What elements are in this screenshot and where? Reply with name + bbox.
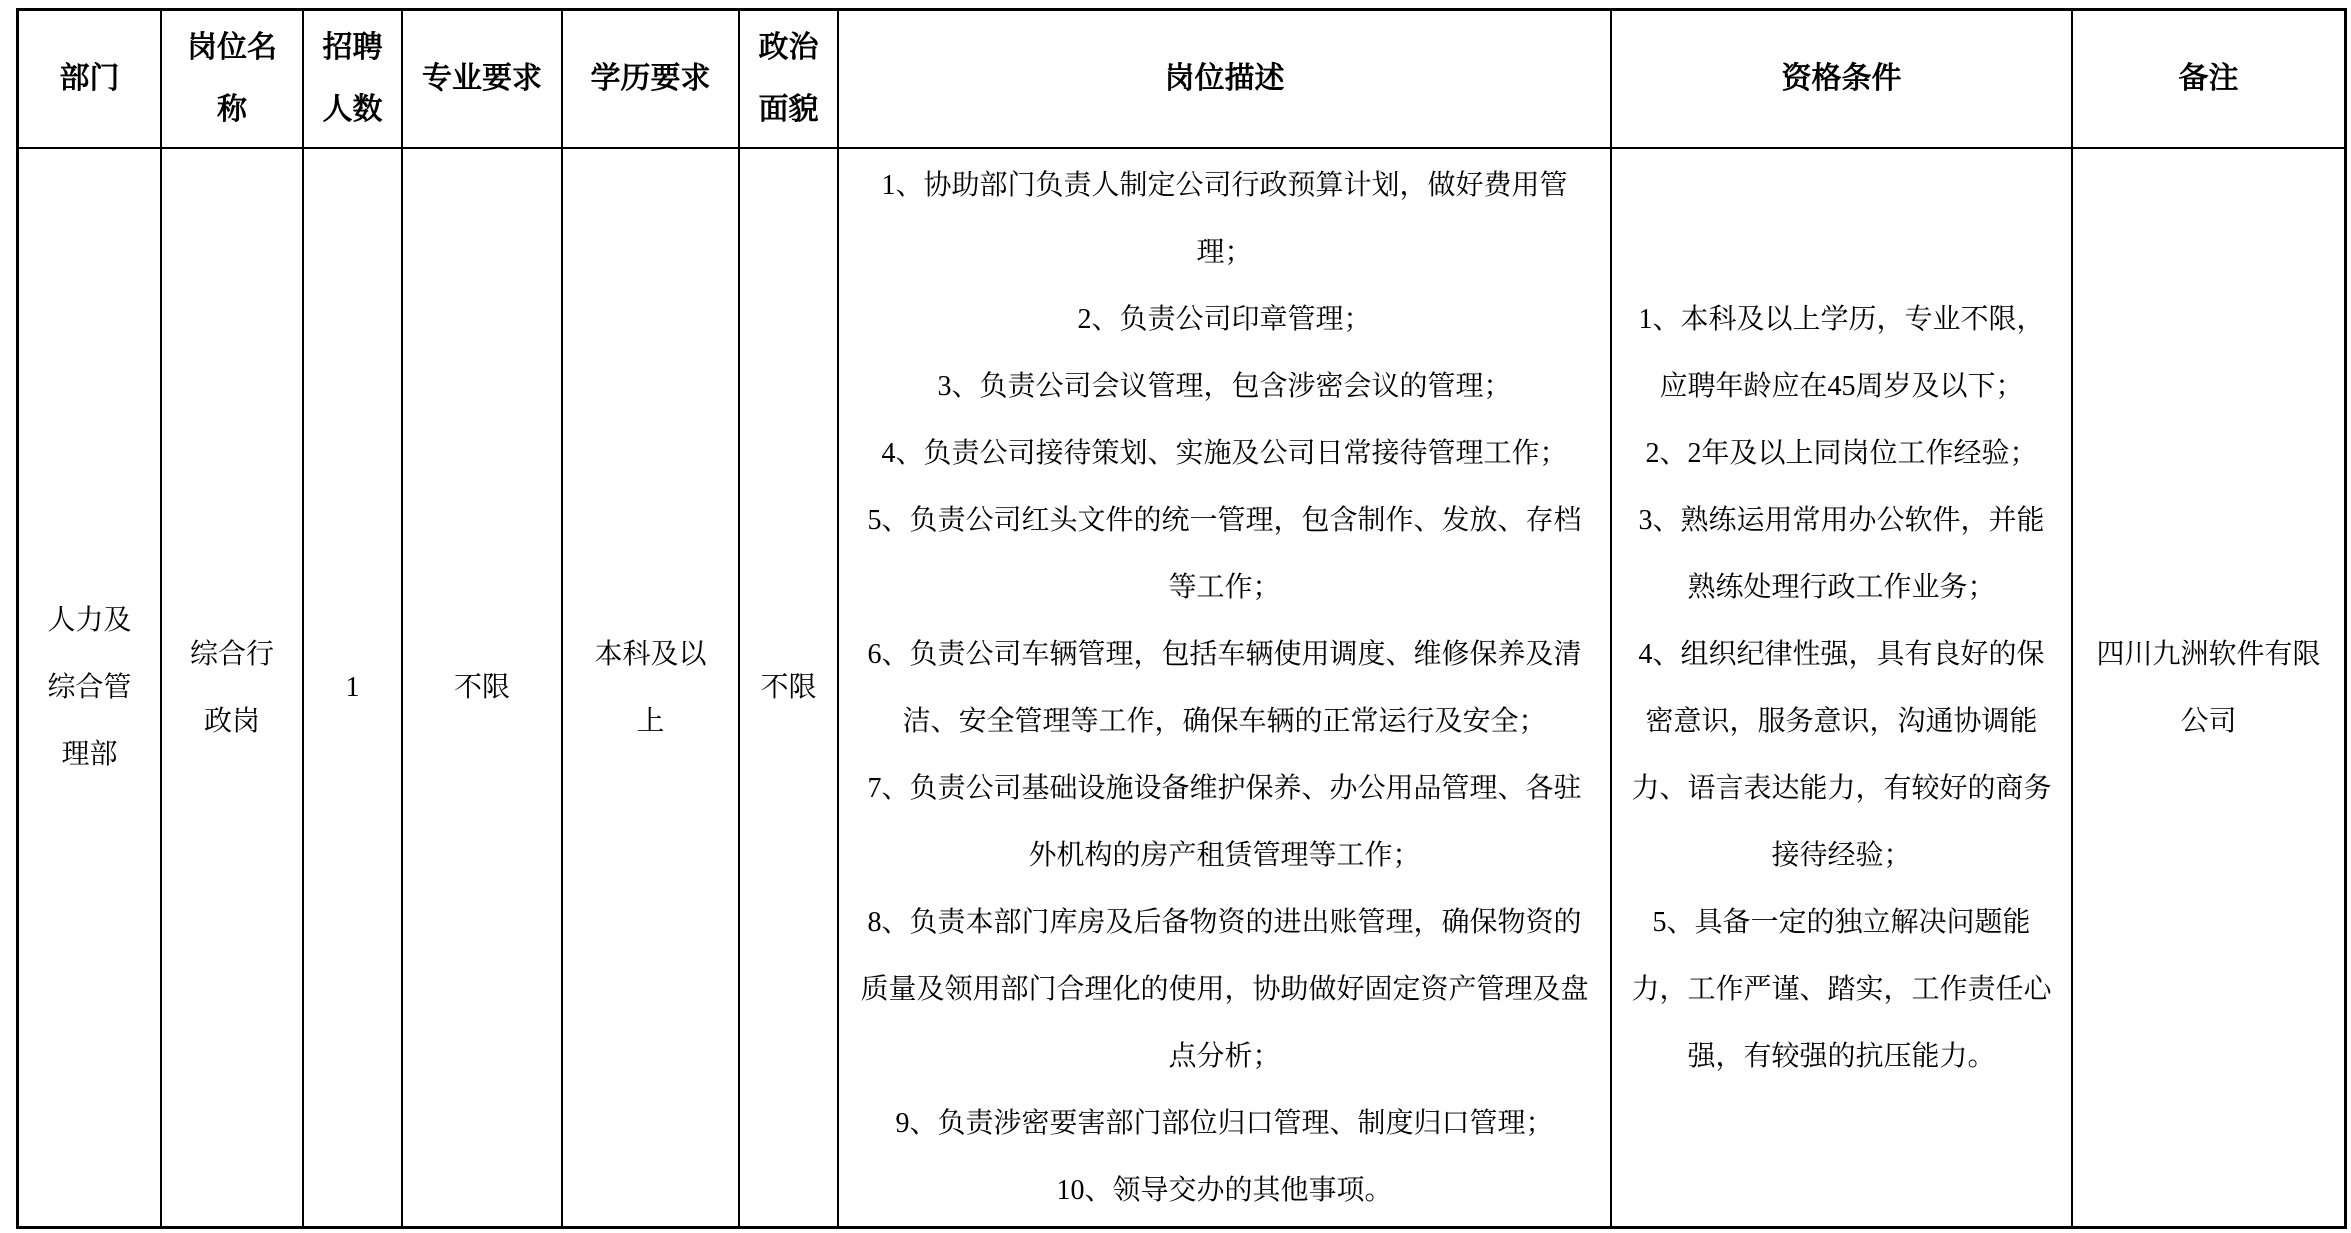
text-line: 本科及以 [594,638,707,670]
header-political-status [740,11,839,149]
cell-education-requirement [563,149,740,1226]
headcount-value: 1 [345,672,360,703]
text-line: 8、负责本部门库房及后备物资的进出账管理，确保物资的 [867,906,1582,938]
header-education-requirement [563,11,740,149]
text-line: 称 [217,93,247,126]
text-line: 9、负责涉密要害部门部位归口管理、制度归口管理； [895,1107,1554,1139]
text-line: 熟练处理行政工作业务； [1687,571,1996,603]
header-headcount [304,11,403,149]
text-line: 学历要求 [590,62,711,95]
text-line: 1、本科及以上学历，专业不限， [1638,303,2045,335]
cell-position-name [162,149,304,1226]
text-line: 质量及领用部门合理化的使用，协助做好固定资产管理及盘 [860,973,1589,1005]
text-line: 人力及 [47,605,132,636]
text-line: 5、负责公司红头文件的统一管理，包含制作、发放、存档 [867,504,1582,536]
text-line: 部门 [59,62,120,95]
text-line: 应聘年龄应在45周岁及以下； [1659,370,2024,402]
major-requirement-value: 不限 [453,672,510,703]
header-major-requirement [403,11,563,149]
text-line: 密意识，服务意识，沟通协调能 [1645,705,2038,737]
text-line: 4、组织纪律性强，具有良好的保 [1638,638,2045,670]
text-line: 4、负责公司接待策划、实施及公司日常接待管理工作； [881,437,1568,469]
cell-remarks [2073,149,2344,1226]
text-line: 力，工作严谨、踏实，工作责任心 [1631,973,2052,1005]
text-line: 面貌 [758,93,819,126]
text-line: 洁、安全管理等工作，确保车辆的正常运行及安全； [902,705,1547,737]
text-line: 综合管 [47,672,132,703]
text-line: 四川九洲软件有限 [2096,638,2321,670]
cell-qualifications [1612,149,2073,1226]
text-line: 外机构的房产租赁管理等工作； [1028,839,1421,871]
text-line: 理部 [61,739,118,770]
text-line: 2、负责公司印章管理； [1077,303,1372,335]
text-line: 等工作； [1168,571,1281,603]
header-qualifications [1612,11,2073,149]
text-line: 3、负责公司会议管理，包含涉密会议的管理； [937,370,1512,402]
text-line: 招聘 [322,31,383,64]
text-line: 理； [1196,236,1253,268]
text-line: 接待经验； [1771,839,1912,871]
text-line: 专业要求 [422,62,542,95]
header-job-description [839,11,1612,149]
cell-major-requirement [403,149,563,1226]
text-line: 6、负责公司车辆管理，包括车辆使用调度、维修保养及清 [867,638,1582,670]
text-line: 岗位描述 [1164,62,1285,95]
recruitment-table [16,8,2347,1229]
text-line: 人数 [322,93,383,126]
cell-political-status [740,149,839,1226]
text-line: 5、具备一定的独立解决问题能 [1652,906,2031,938]
text-line: 政治 [758,31,819,64]
text-line: 资格条件 [1781,62,1902,95]
header-position-name [162,11,304,149]
text-line: 7、负责公司基础设施设备维护保养、办公用品管理、各驻 [867,772,1582,804]
header-remarks [2073,11,2344,149]
text-line: 上 [636,705,665,737]
text-line: 岗位名 [187,31,277,64]
text-line: 点分析； [1168,1040,1281,1072]
text-line: 3、熟练运用常用办公软件，并能 [1638,504,2045,536]
header-department [19,11,162,149]
text-line: 综合行 [189,638,274,670]
text-line: 公司 [2180,705,2237,737]
text-line: 2、2年及以上同岗位工作经验； [1645,437,2038,469]
text-line: 强，有较强的抗压能力。 [1687,1040,1996,1072]
cell-job-description [839,149,1612,1226]
text-line: 政岗 [203,705,260,737]
cell-department [19,149,162,1226]
text-line: 力、语言表达能力，有较好的商务 [1631,772,2052,804]
text-line: 备注 [2178,62,2239,95]
political-status-value: 不限 [760,672,817,703]
cell-headcount [304,149,403,1226]
text-line: 10、领导交办的其他事项。 [1056,1174,1393,1206]
text-line: 1、协助部门负责人制定公司行政预算计划，做好费用管 [881,169,1568,201]
